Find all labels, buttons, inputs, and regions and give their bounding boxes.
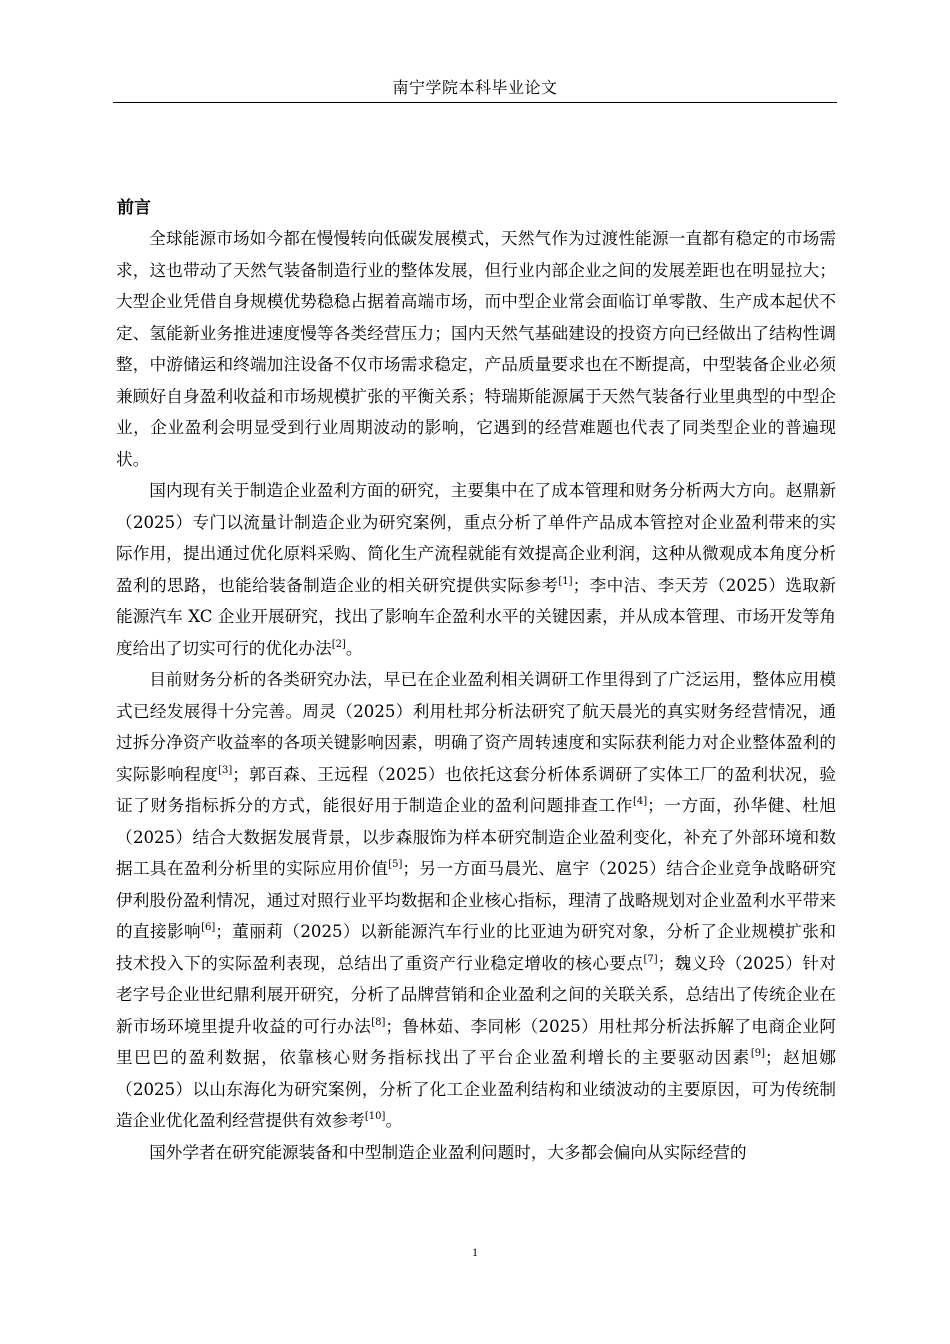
citation-marker: [9]	[750, 1048, 765, 1059]
citation-marker: [3]	[218, 764, 233, 776]
paragraph-text: ；另一方面马晨光、扈宇（2025）结合企业竞争战略研究伊利股份盈利情况，通过对照行业平均数据和企业核心指标，理清了战略规划对企业盈利水平带来的直接影响	[116, 859, 837, 941]
paragraph-text: 。	[385, 1111, 403, 1130]
citation-marker: [10]	[364, 1111, 386, 1122]
citation-marker: [1]	[558, 575, 573, 587]
header-rule	[113, 102, 837, 103]
paragraph-text: ；一方面，孙华健、杜旭（2025）结合大数据发展背景，以步森服饰为样本研究制造企业盈利变化，补充了外部环境和数据工具在盈利分析里的实际应用价值	[116, 796, 837, 878]
citation-marker: [7]	[643, 953, 658, 965]
paragraph-text: 目前财务分析的各类研究办法，早已在企业盈利相关调研工作里得到了广泛运用，整体应用模式已经发展得十分完善。周灵（2025）利用杜邦分析法研究了航天晨光的真实财务经营情况，通过拆分净资产收益率的各项关键影响因素，明确了资产周转速度和实际获利能力对企业整体盈利的实际影响程度	[116, 670, 836, 784]
citation-marker: [2]	[331, 638, 346, 650]
paragraph-text: 全球能源市场如今都在慢慢转向低碳发展模式，天然气作为过渡性能源一直都有稳定的市场需求，这也带动了天然气装备制造行业的整体发展，但行业内部企业之间的发展差距也在明显拉大；大型企业凭借自身规模优势稳稳占据着高端市场，而中型企业常会面临订单零散、生产成本起伏不定、氢能新业务推进速度慢等各类经营压力；国内天然气基础建设的投资方向已经做出了结构性调整，中游储运和终端加注设备不仅市场需求稳定，产品质量要求也在不断提高，中型装备企业必须兼顾好自身盈利收益和市场规模扩张的平衡关系；特瑞斯能源属于天然气装备行业里典型的中型企业，企业盈利会明显受到行业周期波动的影响，它遇到的经营难题也代表了同类型企业的普遍现状。	[116, 229, 836, 469]
paragraph	[116, 1137, 836, 1169]
page-header: 南宁学院本科毕业论文	[392, 78, 558, 97]
paragraph-text: ；李中洁、李天芳（2025）选取新能源汽车 XC 企业开展研究，找出了影响车企盈利水平的关键因素，并从成本管理、市场开发等角度给出了切实可行的优化办法	[116, 575, 837, 658]
paragraph-text: ；魏义玲（2025）针对老字号企业世纪鼎利展开研究，分析了品牌营销和企业盈利之间的关联关系，总结出了传统企业在新市场环境里提升收益的可行办法	[116, 953, 837, 1036]
body-text	[116, 223, 836, 1168]
paragraph	[116, 475, 836, 664]
citation-marker: [8]	[371, 1016, 386, 1028]
paragraph	[116, 664, 836, 1137]
section-title: 前言	[117, 198, 151, 218]
citation-marker: [6]	[201, 922, 216, 933]
paragraph-text: 。	[345, 638, 363, 658]
paragraph-text: ；鲁林茹、李同彬（2025）用杜邦分析法拆解了电商企业阿里巴巴的盈利数据，依靠核心财务指标找出了平台企业盈利增长的主要驱动因素	[116, 1016, 837, 1067]
paragraph-text: ；郭百森、王远程（2025）也依托这套分析体系调研了实体工厂的盈利状况，验证了财务指标拆分的方式，能很好用于制造企业的盈利问题排查工作	[116, 764, 836, 815]
paragraph-text: ；董丽莉（2025）以新能源汽车行业的比亚迪为研究对象，分析了企业规模扩张和技术投入下的实际盈利表现，总结出了重资产行业稳定增收的核心要点	[116, 922, 836, 973]
paragraph	[116, 223, 836, 475]
page-number: 1	[472, 1245, 478, 1259]
paragraph-text: ；赵旭娜（2025）以山东海化为研究案例，分析了化工企业盈利结构和业绩波动的主要原因，可为传统制造企业优化盈利经营提供有效参考	[116, 1048, 837, 1130]
paragraph-text: 国内现有关于制造企业盈利方面的研究，主要集中在了成本管理和财务分析两大方向。赵鼎新（2025）专门以流量计制造企业为研究案例，重点分析了单件产品成本管控对企业盈利带来的实际作用，提出通过优化原料采购、简化生产流程就能有效提高企业利润，这种从微观成本角度分析盈利的思路，也能给装备制造企业的相关研究提供实际参考	[116, 481, 836, 595]
paragraph-text: 国外学者在研究能源装备和中型制造企业盈利问题时，大多都会偏向从实际经营的	[149, 1142, 747, 1162]
citation-marker: [4]	[632, 796, 648, 807]
citation-marker: [5]	[388, 859, 403, 870]
